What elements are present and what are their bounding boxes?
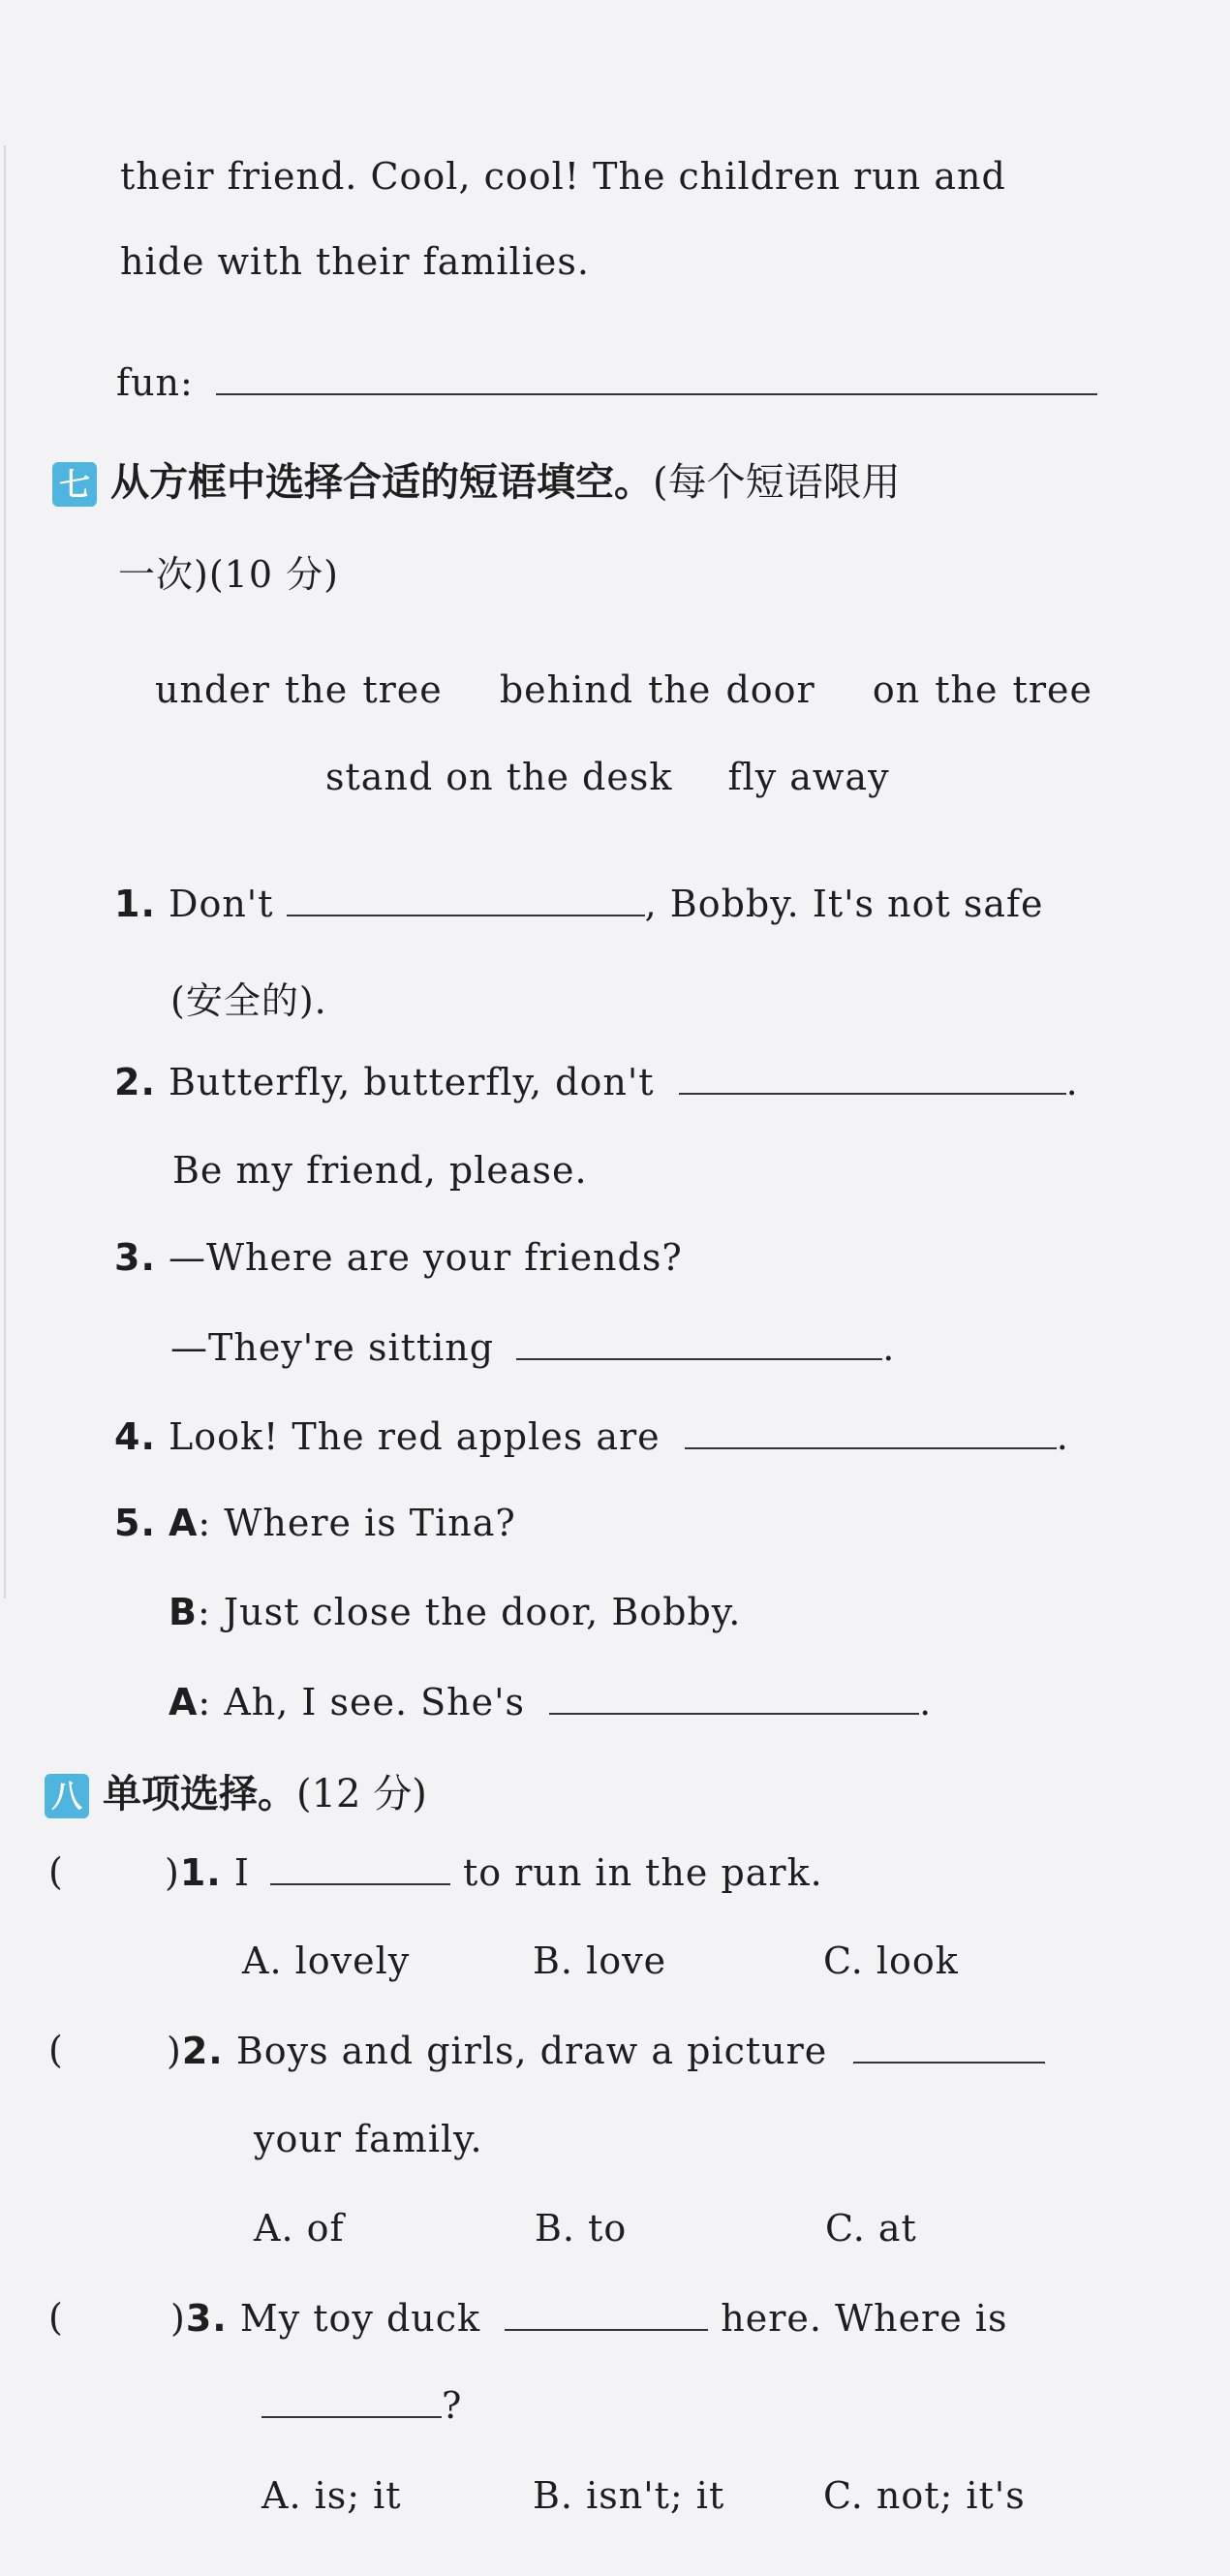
s7-item-5-a2: A: Ah, I see. She's .	[169, 1681, 933, 1723]
option-a[interactable]: A. lovely	[242, 1940, 411, 1982]
phrase-behind-door: behind the door	[499, 668, 815, 711]
section7-note-cont: 一次)(10 分)	[118, 553, 339, 596]
item-text-after: .	[1065, 1061, 1079, 1103]
phrase-stand-desk: stand on the desk	[325, 756, 673, 798]
answer-paren-open[interactable]: (	[48, 2029, 63, 2071]
page-edge	[4, 145, 6, 1598]
question-number: 1.	[179, 1851, 222, 1894]
option-b[interactable]: B. to	[535, 2207, 628, 2250]
s7-item-5-b: B: Just close the door, Bobby.	[169, 1591, 742, 1633]
speaker-b-line: Just close the door, Bobby.	[223, 1591, 742, 1633]
question-text-before: My toy duck	[239, 2297, 481, 2340]
option-a[interactable]: A. is; it	[261, 2474, 402, 2517]
item-text-after: .	[882, 1326, 896, 1369]
answer-paren-open[interactable]: (	[48, 1850, 63, 1893]
answer-blank[interactable]	[549, 1680, 919, 1715]
answer-paren-close: )	[167, 2030, 182, 2072]
item-text-after: .	[919, 1681, 933, 1723]
phrase-fly-away: fly away	[727, 756, 890, 798]
speaker-a-label: A	[168, 1502, 199, 1544]
s8-q2-cont: your family.	[254, 2118, 483, 2160]
section8-badge: 八	[45, 1774, 89, 1818]
item-text-after: .	[1056, 1415, 1069, 1458]
s7-item-1-cont: (安全的).	[170, 979, 327, 1022]
question-text-after: here. Where is	[721, 2297, 1008, 2340]
item-text-before: Butterfly, butterfly, don't	[168, 1061, 655, 1103]
question-text-before: Boys and girls, draw a picture	[235, 2030, 828, 2072]
item-number: 3.	[114, 1236, 156, 1279]
item-number: 1.	[114, 883, 156, 925]
s7-item-3-answer	[170, 1325, 895, 1369]
option-c[interactable]: C. look	[823, 1940, 959, 1982]
answer-blank[interactable]	[261, 2383, 442, 2418]
answer-blank[interactable]	[287, 882, 645, 916]
answer-blank[interactable]	[516, 1325, 882, 1360]
fun-label: fun:	[116, 361, 194, 404]
section8-header	[45, 1763, 427, 1818]
s8-q3-cont	[261, 2383, 462, 2427]
answer-paren-open[interactable]: (	[48, 2296, 63, 2339]
answer-blank[interactable]	[853, 2029, 1045, 2064]
s7-item-5: 5. A: Where is Tina?	[114, 1502, 516, 1544]
section7-header	[52, 451, 901, 507]
option-c[interactable]: C. at	[825, 2207, 917, 2250]
passage-line-1: their friend. Cool, cool! The children run and	[120, 155, 1006, 198]
question-text-after: ?	[442, 2384, 463, 2427]
s7-item-2	[114, 1060, 1079, 1103]
s7-item-3	[114, 1236, 683, 1279]
question-number: 2.	[181, 2030, 224, 2072]
question-number: 3.	[185, 2297, 228, 2340]
phrase-under-tree: under the tree	[155, 668, 443, 711]
s7-item-1	[114, 882, 1044, 925]
item-number: 5.	[114, 1502, 156, 1544]
s8-q1-options	[242, 1940, 959, 1982]
s8-q3-options	[261, 2474, 1026, 2517]
s8-question-1	[165, 1850, 823, 1894]
option-a[interactable]: A. of	[254, 2207, 345, 2250]
s8-question-2	[167, 2029, 1045, 2072]
speaker-a-line-2: Ah, I see. She's	[224, 1681, 526, 1723]
question-text-after: to run in the park.	[463, 1851, 823, 1894]
passage-line-2: hide with their families.	[120, 240, 590, 283]
section7-note: (每个短语限用	[653, 460, 901, 505]
s8-question-3	[170, 2296, 1007, 2340]
answer-paren-close: )	[170, 2297, 186, 2340]
answer-blank[interactable]	[270, 1850, 450, 1885]
section8-title: 单项选择。	[103, 1772, 296, 1816]
phrase-row-1	[155, 668, 1092, 711]
speaker-a-label: A	[169, 1681, 199, 1723]
item-text-after: , Bobby. It's not safe	[644, 883, 1044, 925]
item-text-before: —They're sitting	[170, 1326, 495, 1369]
fun-blank[interactable]	[216, 360, 1097, 395]
option-b[interactable]: B. love	[533, 1940, 667, 1982]
option-b[interactable]: B. isn't; it	[533, 2474, 725, 2517]
option-c[interactable]: C. not; it's	[823, 2474, 1026, 2517]
item-number: 4.	[114, 1415, 156, 1458]
phrase-row-2	[325, 756, 890, 798]
item-number: 2.	[114, 1061, 156, 1103]
answer-blank[interactable]	[685, 1414, 1057, 1449]
item-question: —Where are your friends?	[168, 1236, 683, 1279]
speaker-b-label: B	[169, 1591, 198, 1633]
speaker-a-line-1: Where is Tina?	[224, 1502, 516, 1544]
section7-title: 从方框中选择合适的短语填空。	[110, 460, 653, 505]
item-text-before: Look! The red apples are	[168, 1415, 661, 1458]
s7-item-4	[114, 1414, 1069, 1458]
phrase-on-tree: on the tree	[872, 668, 1092, 711]
section8-score: (12 分)	[296, 1772, 427, 1816]
item-text-before: Don't	[168, 883, 274, 925]
answer-blank[interactable]	[505, 2296, 708, 2331]
question-text-before: I	[233, 1851, 250, 1894]
fun-answer-line	[116, 360, 1097, 404]
answer-blank[interactable]	[679, 1060, 1066, 1095]
s8-q2-options	[254, 2207, 917, 2250]
answer-paren-close: )	[165, 1851, 180, 1894]
s7-item-2-cont: Be my friend, please.	[172, 1149, 588, 1192]
section7-badge: 七	[52, 462, 97, 507]
